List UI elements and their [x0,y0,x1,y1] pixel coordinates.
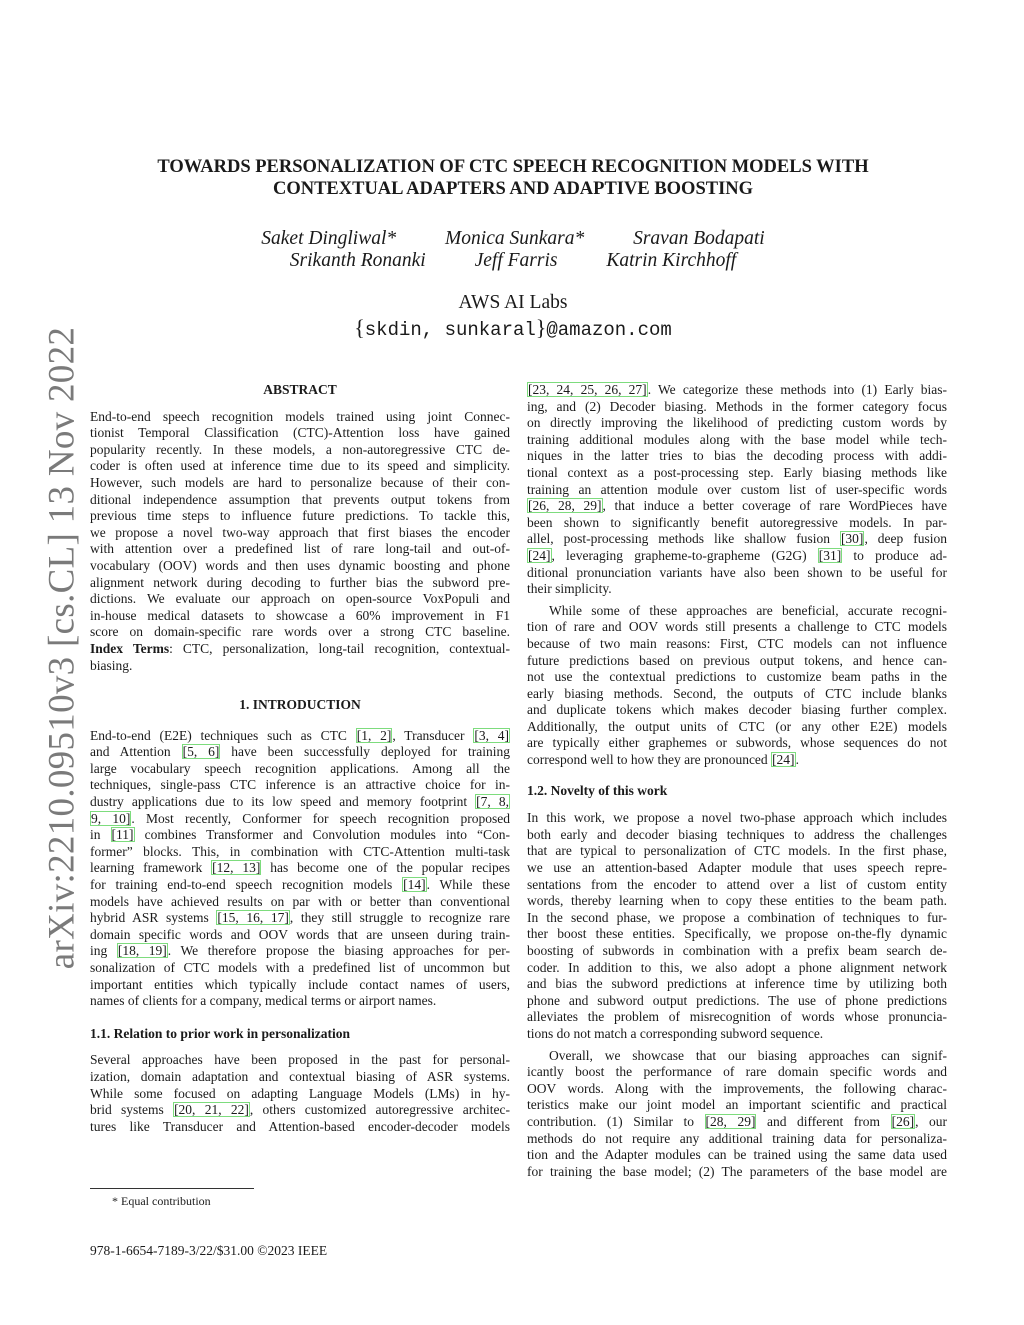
arxiv-identifier: arXiv:2210.09510v3 [cs.CL] 13 Nov 2022 [41,326,83,970]
intro-heading: 1. INTRODUCTION [239,697,361,713]
citation-link[interactable]: [3, 4] [474,727,510,743]
abstract-line: End-to-end speech recognition models trained using joint Connec- [90,408,510,424]
citation-link[interactable]: [26, 28, 29] [528,498,602,514]
author-name: Jeff Farris [474,250,558,271]
citation-link[interactable]: [24] [528,547,551,563]
index-terms-line: biasing. [90,657,133,673]
author-email: {skdin, sunkaral}@amazon.com [354,315,672,341]
abstract-line: with attention over a predefined list of rare long-tail and out-of- [90,541,510,557]
footnote: * Equal contribution [112,1194,211,1208]
author-name: Sravan Bodapati [633,228,765,249]
isbn-copyright: 978-1-6654-7189-3/22/$31.00 ©2023 IEEE [90,1243,328,1258]
title-line-2: CONTEXTUAL ADAPTERS AND ADAPTIVE BOOSTING [272,179,754,199]
prior-work-body: Several approaches have been proposed in the past for personal- ization, domain adaptation and contextual biasing of ASR systems. While some focused on adapting Language Models (LMs) in hy- brid systems [20, 21, 22], others customized autoregressive architec- tures like Transducer and Attention-based encoder-decoder models [90,1052,510,1134]
abstract-line: we propose a novel two-way approach that first biases the encoder [90,524,510,540]
prior-work-continued: [23, 24, 25, 26, 27]. We categorize these methods into (1) Early bias- ing, and (2) Decoder biasing. Methods in the former category focus on directly improving the likelihood of predicting custom words by training additional modules along with the base model while tech- niques in the latter tries to bias the decoding process with addi- tional context as a post-processing step. Early biasing methods like training an attention module over custom list of user-specific words [26, 28, 29], that induce a better coverage of rare WordPieces have been shown to significantly benefit autoregressive models. In par- allel, post-processing methods like shallow fusion [30], deep fusion [24], leveraging grapheme-to-grapheme (G2G) [31] to produce ad- ditional pronunciation variants have also been shown to be useful for their simplicity. [527,382,948,597]
abstract-heading: ABSTRACT [263,382,337,397]
abstract-line: ditional independence assumption that prevents output tokens from [90,491,510,507]
author-name: Saket Dingliwal* [261,228,397,249]
author-name: Srikanth Ronanki [289,250,426,271]
email-domain: @amazon.com [546,319,672,341]
right-column [527,382,947,1180]
citation-link[interactable]: [30] [840,531,864,547]
index-terms-label: Index Terms [90,640,170,656]
abstract-line: vocabulary (OOV) words and then uses dynamic boosting and phone [90,557,510,573]
citation-link[interactable]: [31] [818,547,842,563]
citation-link[interactable]: [26] [891,1113,915,1129]
abstract-line: previous time steps to influence future predictions. To tackle this, [90,508,510,524]
abstract-line: in-house medical datasets to showcase a 60% improvement in F1 [90,607,510,623]
novelty-heading: 1.2. Novelty of this work [527,782,668,798]
citation-link[interactable]: [5, 6] [182,744,220,760]
citation-link[interactable]: [11] [111,827,134,843]
citation-link[interactable]: [12, 13] [212,860,261,876]
left-column [90,382,510,1135]
abstract-line: coder is often used at inference time due to its speed and simplicity. [90,458,510,474]
author-row-1 [90,228,936,250]
abstract-line: popularity recently. In these models, a non-autoregressive CTC de- [90,441,510,457]
abstract-line: alignment network during decoding to further bias the subword pre- [90,574,510,590]
author-name: Katrin Kirchhoff [606,250,737,271]
challenges-paragraph: While some of these approaches are beneficial, accurate recogni- tion of rare and OOV words still presents a challenge to CTC models because of two main reasons: First, CTC models can not influence future predictions based on previous output tokens, and hence can- not use the contextual predictions to customize beam paths in the early biasing methods. Second, the outputs of CTC include blanks and duplicate tokens which makes decoder biasing further complex. Additionally, the output units of CTC (or any other E2E) models are typically either graphemes or subwords, whose sequences do not correspond well to how they are pronounced [24]. [527,602,947,768]
affiliation: AWS AI Labs [458,292,568,313]
paper-title [90,156,936,200]
author-name: Monica Sunkara* [445,228,585,249]
citation-link[interactable]: [14] [403,877,426,893]
abstract-line: However, such models are hard to personalize because of their con- [90,474,510,490]
citation-link[interactable]: [23, 24, 25, 26, 27] [528,382,647,397]
overall-paragraph: Overall, we showcase that our biasing approaches can signif- icantly boost the performance of rare domain specific words and OOV words. Along with the improvements, the following charac- teristics make our joint model an important scientific and practical contribution. (1) Similar to [28, 29] and different from [26], our methods do not require any additional training data for personaliza- tion and the Adapter modules can be trained using the same data used for training the base model; (2) The parameters of the base model are [527,1047,948,1179]
index-terms-line: Index Terms: CTC, personalization, long-tail recognition, contextual- [90,640,510,656]
citation-link[interactable]: [18, 19] [117,943,167,959]
abstract-line: dictions. We evaluate our approach on open-source VoxPopuli and [90,591,510,607]
intro-body: End-to-end (E2E) techniques such as CTC [1, 2], Transducer [3, 4] and Attention [5, 6] have been successfully deployed for training large vocabulary speech recognition applications. Among all the techniques, single-pass CTC inference is an attractive choice for in- dustry applications due to its low speed and memory footprint [7, 8, 9, 10]. Most recently, Conformer for speech recognition proposed in [11] combines Transformer and Convolution modules into “Con- former” blocks. This, in combination with CTC-Attention multi-task learning framework [12, 13] has become one of the popular recipes for training end-to-end speech recognition models [14]. While these models have achieved results on par with or better than conventional hybrid ASR systems [15, 16, 17], they still struggle to recognize rare domain specific words and OOV words that are unseen during train- ing [18, 19]. We therefore propose the biasing approaches for per- sonalization of CTC models with a predefined list of uncommon but important entities which typically include contact names of users, names of clients for a company, medical terms or airport names. [90,727,511,1009]
abstract-line: score on domain-specific rare words over a strong CTC baseline. [90,624,510,640]
citation-link[interactable]: [15, 16, 17] [217,910,289,926]
citation-link[interactable]: [20, 21, 22] [174,1102,249,1118]
citation-link[interactable]: [24] [772,752,795,768]
email-users: skdin, sunkaral [364,319,536,341]
citation-link[interactable]: [28, 29] [705,1113,756,1129]
title-line-1: TOWARDS PERSONALIZATION OF CTC SPEECH RECOGNITION MODELS WITH [157,157,869,177]
author-row-2 [90,250,936,272]
prior-work-heading: 1.1. Relation to prior work in personalization [90,1025,351,1041]
citation-link[interactable]: [7, 8, [476,794,509,810]
citation-link[interactable]: 9, 10] [91,810,131,826]
citation-link[interactable]: [1, 2] [356,727,392,743]
footnote-divider [90,1188,254,1189]
novelty-paragraph: In this work, we propose a novel two-phase approach which includes both early and decoder biasing techniques to address the challenges that are typical to personalization of CTC models. In the first phase, we use an attention-based Adapter module that uses speech repre- sentations from the encoder to attend over a list of custom entity words, thereby learning when to copy these entities to the beam path. In the second phase, we propose a combination of techniques to fur- ther boost these entities. Specifically, we propose on-the-fly dynamic boosting of subwords in combination with a prefix beam search de- coder. In addition to this, we also adopt a phone alignment network and bias the subword predictions at inference time by utilizing both phone and subword output predictions. The use of phone predictions alleviates the problem of misrecognition of words whose pronuncia- tions do not match a corresponding subword sequence. [527,810,947,1041]
abstract-body [90,409,510,675]
abstract-line: tionist Temporal Classification (CTC)-Attention loss have gained [90,425,510,441]
